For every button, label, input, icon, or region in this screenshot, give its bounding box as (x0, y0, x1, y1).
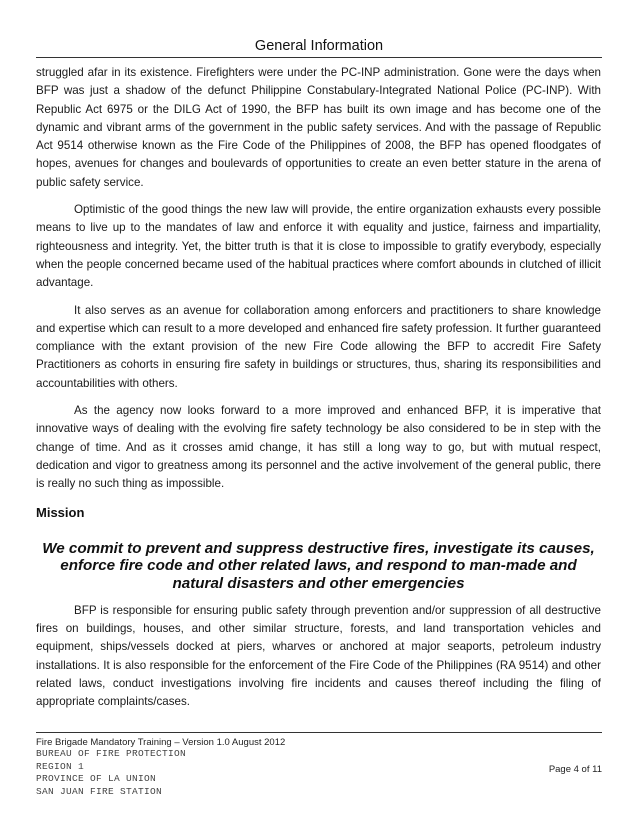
footer-line-province: PROVINCE OF LA UNION (36, 773, 157, 784)
mission-statement: We commit to prevent and suppress destructive fires, investigate its causes, enforce fire code and other related laws, and respond to man-made and natural disasters and other emergencies (36, 540, 601, 593)
footer-line-region: REGION 1 (36, 760, 85, 772)
header-title: General Information (254, 38, 384, 54)
paragraph-forward: As the agency now looks forward to a more improved and enhanced BFP, it is imperative that innovative ways of dealing with the evolving fire safety technology be also considered to be in step with the change of time. And as it crosses amid change, it has still a long way to go, but with mutual respect, dedication and vigor to greatness among its personnel and the active involvement of the general public, there is really no such thing as impossible. (36, 404, 601, 491)
mission-box (36, 538, 601, 594)
footer-line-station: SAN JUAN FIRE STATION (36, 785, 163, 797)
footer-line-bureau: BUREAU OF FIRE PROTECTION (36, 748, 187, 759)
mission-heading: Mission (36, 504, 85, 520)
paragraph-responsibility: BFP is responsible for ensuring public safety through prevention and/or suppression of all destructive fires on buildings, houses, and other similar structure, forests, and land transportation vehicles and equipment, ships/vessels docked at piers, wharves or anchored at major seaports, petroleum industry installations. It is also responsible for the enforcement of the Fire Code of the Philippines (RA 9514) and other related laws, conduct investigations involving fire incidents and causes thereof including the filing of appropriate complaints/cases. (36, 603, 601, 709)
paragraph-optimism: Optimistic of the good things the new law will provide, the entire organization exhausts every possible means to live up to the mandates of law and enforce it with equality and justice, fairness and impartiality, righteousness and integrity. Yet, the bitter truth is that it is close to impossible to gratify everybody, especially when the people concerned became used of the habitual practices where comfort abounds in clutched of illicit advantage. (36, 203, 601, 290)
document-body (36, 64, 601, 721)
page-header (36, 38, 602, 58)
footer-training: Fire Brigade Mandatory Training – Version 1.0 August 2012 (36, 737, 286, 748)
page-number: Page 4 of 11 (548, 764, 602, 775)
paragraph-history: struggled afar in its existence. Firefighters were under the PC-INP administration. Gone were the days when BFP was just a shadow of the defunct Philippine Constabulary-Integrated National Police (PC-INP). With Republic Act 6975 or the DILG Act of 1990, the BFP has built its own image and has become one of the dynamic and vibrant arms of the government in the public safety services. And with the passage of Republic Act 9514 otherwise known as the Fire Code of the Philippines of 2008, the BFP has opened floodgates of hopes, avenues for changes and boulevards of opportunities to create an even better stature in the arena of public safety service. (36, 66, 601, 189)
paragraph-collaboration: It also serves as an avenue for collaboration among enforcers and practitioners to share knowledge and expertise which can result to a more developed and enhanced fire safety profession. It further guaranteed compliance with the extant provision of the new Fire Code allowing the BFP to accredit Fire Safety Practitioners as cohorts in ensuring fire safety in buildings or structures, thus, sharing its responsibilities and accountabilities with others. (36, 303, 601, 390)
page-footer (36, 732, 602, 798)
